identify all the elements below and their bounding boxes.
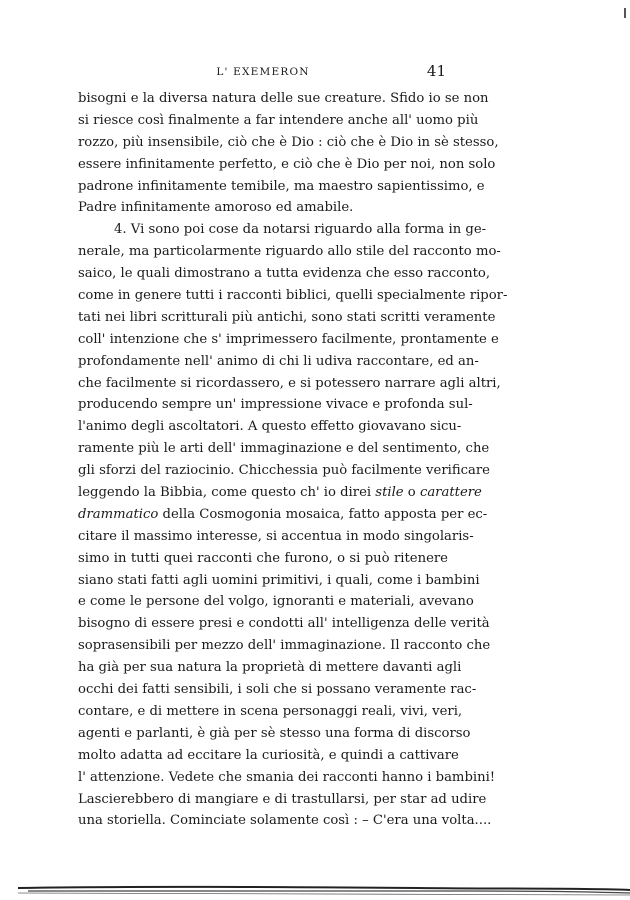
text-line bbox=[78, 263, 491, 285]
text-segment: gli sforzi del raziocinio. Chicchessia può facilmente verificare bbox=[78, 463, 490, 479]
text-line bbox=[78, 701, 463, 723]
text-segment: l'animo degli ascoltatori. A questo effetto giovavano sicu- bbox=[78, 419, 462, 435]
text-segment: e come le persone del volgo, ignoranti e materiali, avevano bbox=[78, 594, 474, 610]
text-line bbox=[78, 504, 488, 526]
text-segment: simo in tutti quei racconti che furono, o si può ritenere bbox=[78, 550, 448, 566]
text-segment: contare, e di mettere in scena personaggi reali, vivi, veri, bbox=[78, 703, 463, 719]
text-segment: che facilmente si ricordassero, e si potessero narrare agli altri, bbox=[78, 375, 501, 391]
text-segment: tati nei libri scritturali più antichi, sono stati scritti veramente bbox=[78, 309, 496, 325]
text-segment: Padre infinitamente amoroso ed amabile. bbox=[78, 200, 354, 216]
italic-term: drammatico bbox=[78, 506, 159, 522]
text-line bbox=[78, 548, 448, 570]
text-segment: occhi dei fatti sensibili, i soli che si possano veramente rac- bbox=[78, 682, 477, 698]
text-line bbox=[78, 351, 479, 373]
text-line bbox=[78, 154, 496, 176]
text-line bbox=[78, 197, 448, 219]
bottom-edge-rule bbox=[18, 882, 630, 896]
text-line bbox=[78, 723, 471, 745]
text-line bbox=[78, 482, 482, 504]
text-segment: saico, le quali dimostrano a tutta evidenza che esso racconto, bbox=[78, 266, 491, 282]
text-line bbox=[78, 635, 491, 657]
text-segment: ramente più le arti dell' immaginazione e del sentimento, che bbox=[78, 441, 490, 457]
text-segment: molto adatta ad eccitare la curiosità, e quindi a cattivare bbox=[78, 747, 459, 763]
text-segment: profondamente nell' animo di chi li udiva raccontare, ed an- bbox=[78, 353, 479, 369]
text-line bbox=[78, 810, 492, 832]
text-line bbox=[78, 88, 489, 110]
text-segment: bisogno di essere presi e condotti all' intelligenza delle verità bbox=[78, 616, 490, 632]
text-segment: o bbox=[403, 485, 420, 501]
text-line bbox=[78, 657, 462, 679]
text-line bbox=[78, 307, 496, 329]
text-segment: producendo sempre un' impressione vivace e profonda sul- bbox=[78, 397, 473, 413]
text-segment: rozzo, più insensibile, ciò che è Dio : ciò che è Dio in sè stesso, bbox=[78, 134, 499, 150]
text-line bbox=[78, 679, 477, 701]
text-line bbox=[78, 767, 496, 789]
text-line bbox=[78, 570, 480, 592]
text-segment: l' attenzione. Vedete che smania dei racconti hanno i bambini! bbox=[78, 769, 496, 785]
text-segment: padrone infinitamente temibile, ma maestro sapientissimo, e bbox=[78, 178, 485, 194]
page-number: 41 bbox=[426, 62, 446, 80]
running-title: L' EXEMERON bbox=[216, 66, 310, 78]
italic-term: stile bbox=[375, 485, 404, 501]
body-text bbox=[78, 88, 508, 832]
text-line bbox=[78, 526, 474, 548]
text-segment: citare il massimo interesse, si accentua in modo singolaris- bbox=[78, 528, 474, 544]
text-segment: siano stati fatti agli uomini primitivi, i quali, come i bambini bbox=[78, 572, 480, 588]
text-line bbox=[78, 591, 474, 613]
text-line bbox=[78, 329, 499, 351]
text-line bbox=[78, 438, 490, 460]
text-segment: Lascierebbero di mangiare e di trastullarsi, per star ad udire bbox=[78, 791, 487, 807]
text-line bbox=[78, 416, 462, 438]
text-segment: si riesce così finalmente a far intendere anche all' uomo più bbox=[78, 112, 479, 128]
text-line bbox=[78, 460, 490, 482]
running-head bbox=[78, 62, 448, 84]
text-segment: agenti e parlanti, è già per sè stesso una forma di discorso bbox=[78, 725, 471, 741]
text-segment: soprasensibili per mezzo dell' immaginazione. Il racconto che bbox=[78, 638, 491, 654]
text-line bbox=[78, 373, 501, 395]
text-segment: leggendo la Bibbia, come questo ch' io direi bbox=[78, 485, 376, 501]
text-line bbox=[78, 394, 473, 416]
text-segment: come in genere tutti i racconti biblici, quelli specialmente ripor- bbox=[78, 288, 508, 304]
text-segment: coll' intenzione che s' imprimessero facilmente, prontamente e bbox=[78, 331, 499, 347]
text-line bbox=[78, 219, 487, 241]
text-line bbox=[78, 110, 479, 132]
text-segment: nerale, ma particolarmente riguardo allo stile del racconto mo- bbox=[78, 244, 501, 260]
text-line bbox=[78, 241, 501, 263]
text-segment: una storiella. Cominciate solamente così : – C'era una volta.... bbox=[78, 813, 492, 829]
text-line bbox=[78, 745, 459, 767]
text-line bbox=[78, 285, 508, 307]
text-segment: 4. Vi sono poi cose da notarsi riguardo alla forma in ge- bbox=[114, 222, 487, 238]
text-line bbox=[78, 789, 487, 811]
text-line bbox=[78, 132, 499, 154]
text-line bbox=[78, 176, 485, 198]
text-segment: essere infinitamente perfetto, e ciò che è Dio per noi, non solo bbox=[78, 156, 496, 172]
text-line bbox=[78, 613, 490, 635]
text-segment: della Cosmogonia mosaica, fatto apposta per ec- bbox=[158, 506, 488, 522]
corner-mark bbox=[624, 8, 626, 18]
text-segment: ha già per sua natura la proprietà di mettere davanti agli bbox=[78, 660, 462, 676]
text-segment: bisogni e la diversa natura delle sue creature. Sfido io se non bbox=[78, 91, 489, 106]
italic-term: carattere bbox=[419, 485, 482, 501]
